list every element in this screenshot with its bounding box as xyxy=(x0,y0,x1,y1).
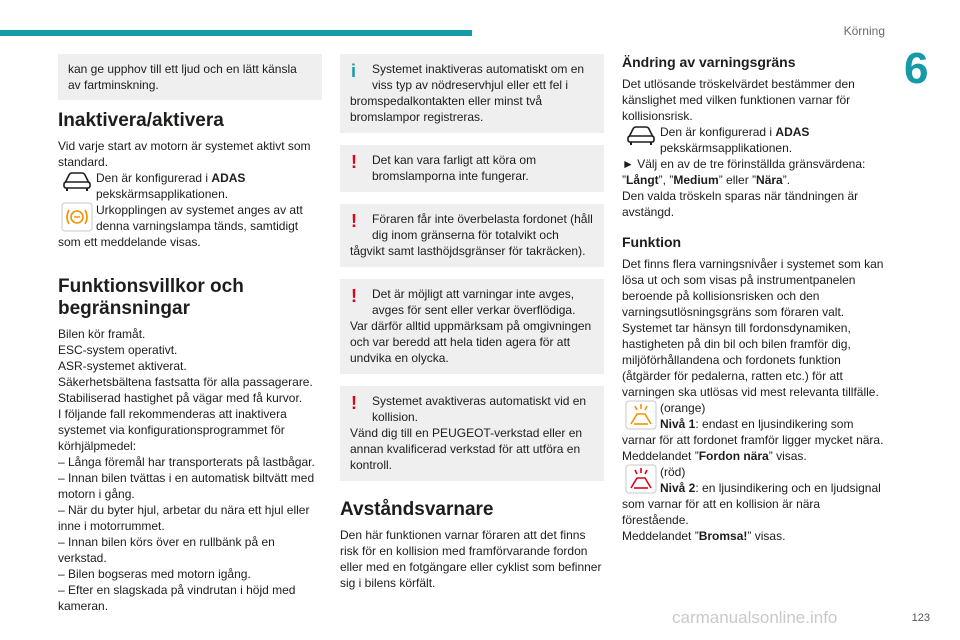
collision-alert-orange-icon xyxy=(622,400,660,432)
level-2-text: Nivå 2: en ljusindikering och en ljudsignal som varnar för att en kollision är nära förestående. xyxy=(622,481,881,527)
warning-note: ! Systemet avaktiveras automatiskt vid en kollision. Vänd dig till en PEUGEOT-verkstad eller en annan kvalificerad verkstad för att utföra en kontroll. xyxy=(340,386,604,481)
distance-alert-text: Den här funktionen varnar föraren att det finns risk för en kollision med framförvarande fordon eller med en fotgängare eller cyklist som befinner sig i bilens körfält. xyxy=(340,528,602,590)
level-1-color: (orange) xyxy=(660,401,706,415)
level-1-text: Nivå 1: endast en ljusindikering som varnar för att fordonet framför ligger mycket nära. xyxy=(622,417,884,447)
section-title: Körning xyxy=(843,24,885,38)
list-item: Bilen kör framåt. xyxy=(58,327,146,341)
collision-alert-red-icon xyxy=(622,464,660,496)
adas-row xyxy=(58,170,322,202)
list-item: – Bilen bogseras med motorn igång. xyxy=(58,567,251,581)
heading-distance-alert: Avståndsvarnare xyxy=(340,499,494,520)
list-item: ASR-systemet aktiverat. xyxy=(58,359,187,373)
level-2-color: (röd) xyxy=(660,465,686,479)
conditions-list xyxy=(58,326,322,614)
list-item: Stabiliserad hastighet på vägar med få kurvor. xyxy=(58,391,303,405)
warning-note: ! Det kan vara farligt att köra om bromslamporna inte fungerar. xyxy=(340,145,604,192)
warning-note: ! Föraren får inte överbelasta fordonet (håll dig inom gränserna för totalvikt och tågvikt samt lasthöjdsgränser för takräcken). xyxy=(340,204,604,267)
intro-text: kan ge upphov till ett ljud och en lätt känsla av fartminskning. xyxy=(68,62,297,92)
threshold-text: Det utlösande tröskelvärdet bestämmer den känslighet med vilken funktionen varnar för kollisionsrisk. xyxy=(622,77,855,123)
adas-row xyxy=(622,124,884,156)
column-3 xyxy=(622,54,884,544)
exclamation-icon: ! xyxy=(351,286,357,306)
chapter-number: 6 xyxy=(904,44,929,93)
list-item: I följande fall rekommenderas att inaktivera systemet via konfigurationsprogrammet för körhjälpmedel: xyxy=(58,407,287,453)
exclamation-icon: ! xyxy=(351,211,357,231)
level-2-row xyxy=(622,464,884,528)
list-item: Säkerhetsbältena fastsatta för alla passagerare. xyxy=(58,375,313,389)
heading-function: Funktion xyxy=(622,234,682,250)
watermark: carmanualsonline.info xyxy=(672,608,838,627)
list-item: – Långa föremål har transporterats på lastbågar. xyxy=(58,455,315,469)
column-2 xyxy=(340,54,604,591)
header-accent-bar xyxy=(0,30,472,36)
exclamation-icon: ! xyxy=(351,152,357,172)
function-text: Det finns flera varningsnivåer i systemet som kan lösa ut och som visas på instrumentpanelen beroende på kollisionsrisken och den varningsutlösningsgräns som föraren valt. Systemet tar hänsyn till fordonsdynamiken, hastigheten på din bil och bilen framför dig, miljöförhållandena och fordonets funktion (åtgärder för pedalerna, ratten etc.) för att varningen ska utlösas vid mest relevanta tillfälle. xyxy=(622,257,884,399)
list-item: – Innan bilen körs över en rullbänk på en verkstad. xyxy=(58,535,275,565)
adas-text: Den är konfigurerad i ADAS pekskärmsapplikationen. xyxy=(660,125,810,155)
message-1: Meddelandet ”Fordon nära” visas. xyxy=(622,449,807,463)
disconnect-row xyxy=(58,202,322,250)
heading-threshold: Ändring av varningsgräns xyxy=(622,54,796,70)
list-item: ESC-system operativt. xyxy=(58,343,178,357)
message-2: Meddelandet ”Bromsa!” visas. xyxy=(622,529,786,543)
exclamation-icon: ! xyxy=(351,393,357,413)
heading-deactivate: Inaktivera/aktivera xyxy=(58,110,224,131)
car-front-icon xyxy=(58,170,96,202)
paragraph-standard: Vid varje start av motorn är systemet aktivt som standard. xyxy=(58,139,311,169)
list-item: – Efter en slagskada på vindrutan i höjd med kameran. xyxy=(58,583,296,613)
adas-text: Den är konfigurerad i ADAS pekskärmsapplikationen. xyxy=(96,171,246,201)
intro-box xyxy=(58,54,322,100)
info-note: i Systemet inaktiveras automatiskt om en viss typ av nödreservhjul eller ett fel i bromspedalkontakten eller minst två bromslampor registreras. xyxy=(340,54,604,133)
threshold-select-text: ► Välj en av de tre förinställda gränsvärdena: ”Långt”, ”Medium” eller ”Nära”. xyxy=(622,157,866,187)
list-item: – När du byter hjul, arbetar du nära ett hjul eller inne i motorrummet. xyxy=(58,503,310,533)
column-1 xyxy=(58,54,322,614)
threshold-saved-text: Den valda tröskeln sparas när tändningen är avstängd. xyxy=(622,189,859,219)
warning-note: ! Det är möjligt att varningar inte avges, avges för sent eller verkar överflödiga. Var därför alltid uppmärksam på omgivningen och var beredd att hela tiden agera för att undvika en olycka. xyxy=(340,279,604,374)
list-item: – Innan bilen tvättas i en automatisk biltvätt med motorn i gång. xyxy=(58,471,315,501)
info-icon: i xyxy=(351,61,357,81)
heading-conditions: Funktionsvillkor och begränsningar xyxy=(58,276,244,319)
car-front-icon xyxy=(622,124,660,156)
collision-warning-lamp-icon xyxy=(58,202,96,234)
level-1-row xyxy=(622,400,884,448)
disconnect-text: Urkopplingen av systemet anges av att denna varningslampa tänds, samtidigt som ett meddelande visas. xyxy=(58,203,303,249)
page-number: 123 xyxy=(911,612,930,624)
